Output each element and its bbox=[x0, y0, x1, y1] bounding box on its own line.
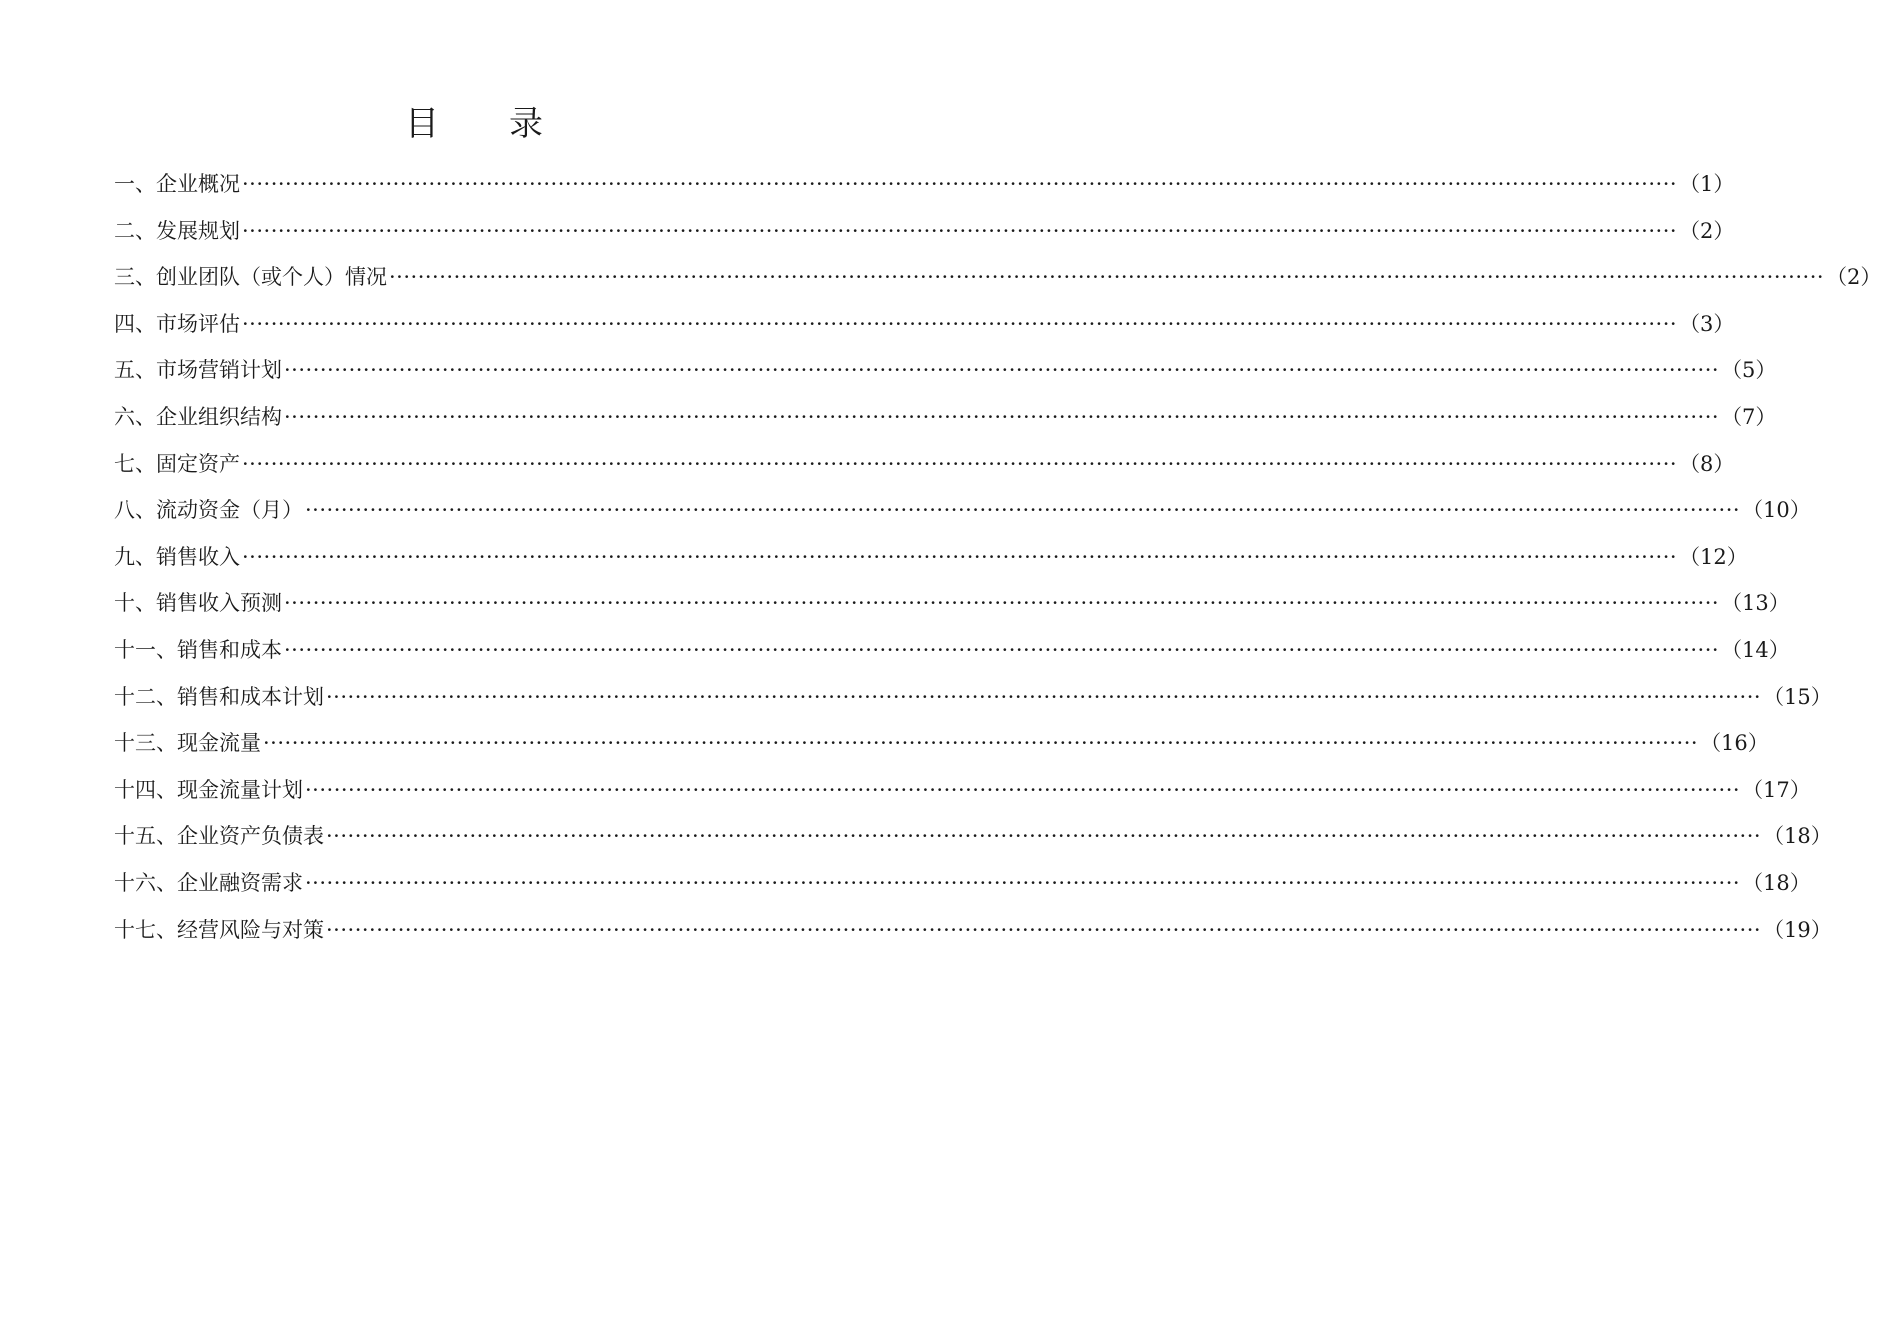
toc-dot-leader: ········································································································································································································ bbox=[305, 870, 1741, 895]
toc-entry-page: （15） bbox=[1763, 684, 1832, 709]
toc-dot-leader: ········································································································································································································ bbox=[263, 731, 1699, 756]
toc-entry-page: （18） bbox=[1742, 870, 1811, 895]
toc-entry[interactable] bbox=[114, 397, 1777, 444]
toc-dot-leader: ········································································································································································································ bbox=[326, 917, 1762, 942]
toc-dot-leader: ········································································································································································································ bbox=[242, 544, 1678, 569]
toc-entry[interactable] bbox=[114, 490, 1811, 537]
toc-entry-page: （8） bbox=[1679, 451, 1735, 476]
toc-entry-label: 七、固定资产 bbox=[114, 451, 240, 476]
toc-entry[interactable] bbox=[114, 863, 1811, 910]
toc-entry[interactable] bbox=[114, 677, 1832, 724]
toc-entry[interactable] bbox=[114, 211, 1735, 258]
toc-entry-page: （18） bbox=[1763, 824, 1832, 849]
toc-entry-page: （2） bbox=[1679, 218, 1735, 243]
toc-entry-label: 九、销售收入 bbox=[114, 544, 240, 569]
toc-entry-label: 十三、现金流量 bbox=[114, 731, 261, 756]
toc-entry-label: 十五、企业资产负债表 bbox=[114, 824, 324, 849]
toc-dot-leader: ········································································································································································································ bbox=[242, 218, 1678, 243]
toc-entry[interactable] bbox=[114, 537, 1748, 584]
toc-entry-label: 一、企业概况 bbox=[114, 172, 240, 196]
toc-entry-label: 三、创业团队（或个人）情况 bbox=[114, 265, 387, 290]
toc-entry[interactable] bbox=[114, 583, 1790, 630]
toc-dot-leader: ········································································································································································································ bbox=[326, 684, 1762, 709]
toc-entry-label: 八、流动资金（月） bbox=[114, 498, 303, 523]
toc-entry-page: （16） bbox=[1700, 731, 1769, 756]
toc-entry[interactable] bbox=[114, 630, 1790, 677]
toc-dot-leader: ········································································································································································································ bbox=[284, 637, 1720, 662]
toc-dot-leader: ········································································································································································································ bbox=[242, 172, 1678, 196]
toc-entry[interactable] bbox=[114, 816, 1832, 863]
toc-entry-label: 五、市场营销计划 bbox=[114, 358, 282, 383]
toc-entry-page: （19） bbox=[1763, 917, 1832, 942]
toc-entry-page: （3） bbox=[1679, 311, 1735, 336]
toc-dot-leader: ········································································································································································································ bbox=[242, 451, 1678, 476]
toc-entry-label: 十七、经营风险与对策 bbox=[114, 917, 324, 942]
toc-entry-page: （5） bbox=[1721, 358, 1777, 383]
toc-entry-page: （17） bbox=[1742, 777, 1811, 802]
toc-entry-label: 十二、销售和成本计划 bbox=[114, 684, 324, 709]
toc-dot-leader: ········································································································································································································ bbox=[242, 311, 1678, 336]
toc-dot-leader: ········································································································································································································ bbox=[284, 404, 1720, 429]
toc-entry-page: （2） bbox=[1826, 265, 1881, 290]
toc-entry[interactable] bbox=[114, 723, 1769, 770]
toc-entry[interactable] bbox=[114, 770, 1811, 817]
toc-dot-leader: ········································································································································································································ bbox=[284, 591, 1720, 616]
toc-entry-label: 十四、现金流量计划 bbox=[114, 777, 303, 802]
toc-entry[interactable] bbox=[114, 910, 1832, 957]
toc-entry[interactable] bbox=[114, 164, 1735, 211]
toc-dot-leader: ········································································································································································································ bbox=[305, 777, 1741, 802]
title-char-2: 录 bbox=[509, 104, 545, 144]
toc-entry-page: （10） bbox=[1742, 498, 1811, 523]
toc-entry-page: （12） bbox=[1679, 544, 1748, 569]
page-title bbox=[0, 96, 950, 145]
toc-dot-leader: ········································································································································································································ bbox=[326, 824, 1762, 849]
title-char-1: 目 bbox=[405, 104, 441, 144]
toc-entry-label: 二、发展规划 bbox=[114, 218, 240, 243]
table-of-contents bbox=[114, 164, 1881, 956]
toc-entry-label: 四、市场评估 bbox=[114, 311, 240, 336]
toc-entry[interactable] bbox=[114, 304, 1735, 351]
toc-entry-page: （14） bbox=[1721, 637, 1790, 662]
toc-dot-leader: ········································································································································································································ bbox=[305, 498, 1741, 523]
toc-entry-page: （1） bbox=[1679, 172, 1735, 196]
toc-entry[interactable] bbox=[114, 257, 1881, 304]
toc-entry-label: 六、企业组织结构 bbox=[114, 404, 282, 429]
toc-entry-page: （13） bbox=[1721, 591, 1790, 616]
toc-entry-label: 十、销售收入预测 bbox=[114, 591, 282, 616]
toc-entry[interactable] bbox=[114, 444, 1735, 491]
toc-entry[interactable] bbox=[114, 350, 1777, 397]
toc-entry-label: 十六、企业融资需求 bbox=[114, 870, 303, 895]
toc-dot-leader: ········································································································································································································ bbox=[284, 358, 1720, 383]
toc-entry-page: （7） bbox=[1721, 404, 1777, 429]
toc-entry-label: 十一、销售和成本 bbox=[114, 637, 282, 662]
toc-dot-leader: ········································································································································································································ bbox=[389, 265, 1825, 290]
